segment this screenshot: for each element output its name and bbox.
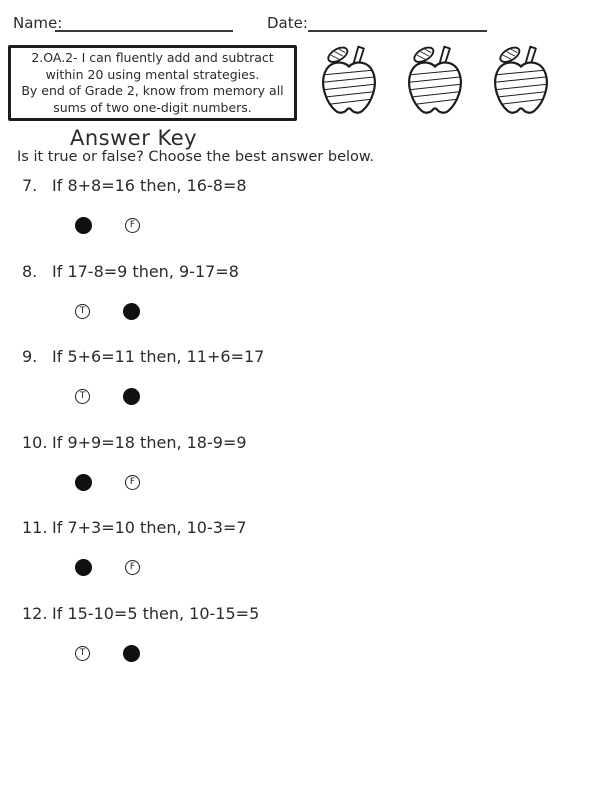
question-text: If 7+3=10 then, 10-3=7 (52, 518, 247, 538)
false-option-letter: F (129, 562, 136, 573)
question-number: 10. (22, 432, 48, 452)
question-row (22, 604, 562, 690)
answer-options (75, 217, 562, 234)
page-title: Answer Key (70, 126, 198, 150)
question-row (22, 433, 562, 519)
false-option[interactable] (123, 303, 140, 320)
false-option[interactable] (125, 218, 140, 233)
true-option-letter: T (79, 647, 86, 658)
false-option-letter: F (129, 476, 136, 487)
question-text: If 15-10=5 then, 10-15=5 (52, 603, 260, 623)
answer-options (75, 645, 562, 662)
question-number: 7. (22, 176, 38, 195)
standard-line: within 20 using mental strategies. (45, 66, 260, 82)
standard-line: 2.OA.2- I can fluently add and subtract (31, 50, 274, 65)
name-field[interactable] (55, 14, 233, 32)
question-row (22, 176, 562, 262)
false-option-letter: F (129, 220, 136, 230)
true-option-letter: T (79, 391, 86, 402)
striped-apple-icon (490, 38, 552, 118)
question-row (22, 347, 562, 433)
true-option[interactable] (75, 474, 92, 491)
question-text: If 5+6=11 then, 11+6=17 (52, 347, 265, 367)
date-label: Date: (267, 14, 308, 32)
true-option-letter: T (79, 305, 86, 316)
true-option[interactable] (75, 559, 92, 576)
standard-line: sums of two one-digit numbers. (53, 99, 252, 115)
striped-apple-icon (318, 38, 380, 118)
name-label: Name: (13, 14, 63, 32)
striped-apple-icon (404, 38, 466, 118)
question-number: 12. (22, 603, 48, 623)
question-number: 11. (22, 518, 48, 538)
false-option[interactable] (125, 560, 140, 575)
question-number: 8. (22, 261, 38, 281)
answer-options (75, 388, 562, 405)
answer-options (75, 474, 562, 491)
question-row (22, 518, 562, 604)
date-field[interactable] (308, 14, 487, 32)
true-option[interactable] (75, 217, 92, 234)
question-list (22, 176, 562, 690)
question-text: If 8+8=16 then, 16-8=8 (52, 176, 247, 195)
false-option[interactable] (123, 645, 140, 662)
standard-line: By end of Grade 2, know from memory all (21, 83, 284, 98)
true-option[interactable] (75, 389, 90, 404)
true-option[interactable] (75, 304, 90, 319)
question-text: If 9+9=18 then, 18-9=9 (52, 432, 247, 452)
question-text: If 17-8=9 then, 9-17=8 (52, 261, 239, 281)
false-option[interactable] (125, 475, 140, 490)
question-number: 9. (22, 347, 38, 367)
answer-options (75, 303, 562, 320)
true-option[interactable] (75, 646, 90, 661)
false-option[interactable] (123, 388, 140, 405)
question-row (22, 262, 562, 348)
apple-decoration-row (318, 38, 552, 118)
answer-options (75, 559, 562, 576)
instructions-text: Is it true or false? Choose the best answer below. (17, 149, 375, 165)
standard-box (8, 45, 297, 121)
